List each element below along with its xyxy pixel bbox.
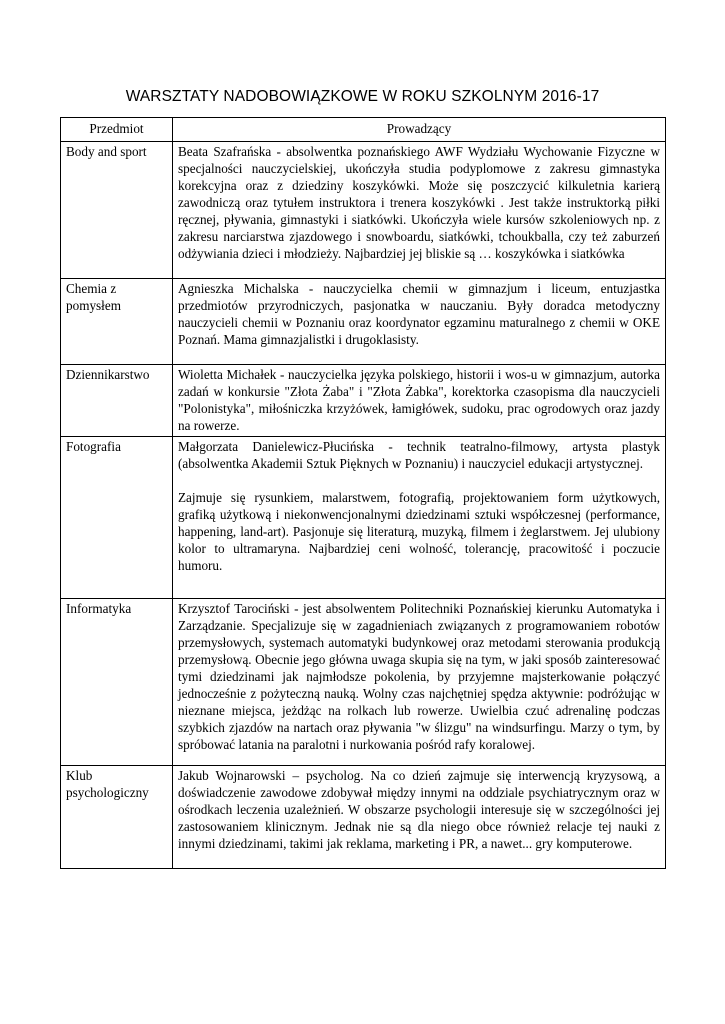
page-title: WARSZTATY NADOBOWIĄZKOWE W ROKU SZKOLNYM 2016-17 <box>125 88 600 105</box>
teacher-cell <box>173 437 666 599</box>
column-header-subject: Przedmiot <box>61 118 173 142</box>
teacher-cell <box>173 365 666 437</box>
table-row <box>61 142 666 279</box>
table-row <box>61 599 666 766</box>
teacher-description: Małgorzata Danielewicz-Płucińska - technik teatralno-filmowy, artysta plastyk (absolwentka Akademii Sztuk Pięknych w Poznaniu) i nauczyciel edukacji artystycznej. <box>178 439 660 471</box>
workshops-table <box>60 117 666 869</box>
subject-cell: Klub psychologiczny <box>61 766 173 869</box>
teacher-cell <box>173 766 666 869</box>
subject-cell: Body and sport <box>61 142 173 279</box>
table-row <box>61 365 666 437</box>
teacher-description-continued: Zajmuje się rysunkiem, malarstwem, fotografią, projektowaniem form użytkowych, grafiką użytkową i niekonwencjonalnymi dziedzinami sztuki współczesnej (performance, happening, land-art). Pasjonuje się literaturą, muzyką, filmem i żeglarstwem. Jej ulubiony kolor to ultramaryna. Najbardziej ceni wolność, tolerancję, pracowitość i poczucie humoru. <box>178 490 660 573</box>
table-row <box>61 437 666 599</box>
teacher-cell <box>173 599 666 766</box>
table-row <box>61 766 666 869</box>
table-header-row <box>61 118 666 142</box>
teacher-description: Krzysztof Tarociński - jest absolwentem Politechniki Poznańskiej kierunku Automatyka i Zarządzanie. Specjalizuje się w zagadnieniach związanych z programowaniem robotów przemysłowych, systemach automatyki budynkowej oraz metodami sterowania produkcją przemysłową. Obecnie jego główna uwaga skupia się na tym, w jaki sposób zainteresować tymi dziedzinami jak najmłodsze pokolenia, by przyjemne majsterkowanie połączyć jednocześnie z pożyteczną nauką. Wolny czas najchętniej spędza aktywnie: podróżując w nieznane miejsca, jeżdżąc na rolkach lub rowerze. Uwielbia czuć adrenalinę podczas szybkich zjazdów na nartach oraz pływania "w ślizgu" na windsurfingu. Marzy o tym, by spróbować latania na paralotni i nurkowania pośród rafy koralowej. <box>178 601 660 752</box>
subject-cell: Dziennikarstwo <box>61 365 173 437</box>
subject-cell: Fotografia <box>61 437 173 599</box>
teacher-description: Beata Szafrańska - absolwentka poznańskiego AWF Wydziału Wychowanie Fizyczne w specjalności nauczycielskiej, ukończyła studia podyplomowe z zakresu gimnastyka korekcyjna oraz z dziedziny koszykówki. Może się poszczycić kilkuletnia karierą zawodniczą oraz tytułem instruktora i trenera koszykówki . Jest także instruktorką piłki ręcznej, pływania, gimnastyki i siatkówki. Ukończyła wiele kursów szkoleniowych np. z zakresu narciarstwa zjazdowego i snowboardu, siatkówki, tchoukballa, czy też zaburzeń odżywiania dzieci i młodzieży. Najbardziej jej bliskie są … koszykówka i siatkówka <box>178 144 660 261</box>
subject-cell: Chemia z pomysłem <box>61 279 173 365</box>
teacher-description: Agnieszka Michalska - nauczycielka chemii w gimnazjum i liceum, entuzjastka przedmiotów przyrodniczych, pasjonatka w nauczaniu. Były doradca metodyczny nauczycieli chemii w Poznaniu oraz koordynator egzaminu maturalnego z chemii w OKE Poznań. Mama gimnazjalistki i drugoklasisty. <box>178 281 660 347</box>
teacher-description: Wioletta Michałek - nauczycielka języka polskiego, historii i wos-u w gimnazjum, autorka zadań w konkursie "Złota Żaba" i "Złota Żabka", korektorka czasopisma dla nauczycieli "Polonistyka", miłośniczka krzyżówek, łamigłówek, sudoku, prac ogrodowych oraz jazdy na rowerze. <box>178 367 660 433</box>
column-header-teacher: Prowadzący <box>173 118 666 142</box>
teacher-cell <box>173 142 666 279</box>
teacher-cell <box>173 279 666 365</box>
table-row <box>61 279 666 365</box>
teacher-description: Jakub Wojnarowski – psycholog. Na co dzień zajmuje się interwencją kryzysową, a doświadczenie zawodowe zdobywał między innymi na oddziale psychiatrycznym oraz w ośrodkach leczenia uzależnień. W obszarze psychologii interesuje się w szczególności jej zastosowaniem klinicznym. Jednak nie są dla niego obce również relacje tej nauki z innymi dziedzinami, takimi jak reklama, marketing i PR, a nawet... gry komputerowe. <box>178 768 660 851</box>
subject-cell: Informatyka <box>61 599 173 766</box>
